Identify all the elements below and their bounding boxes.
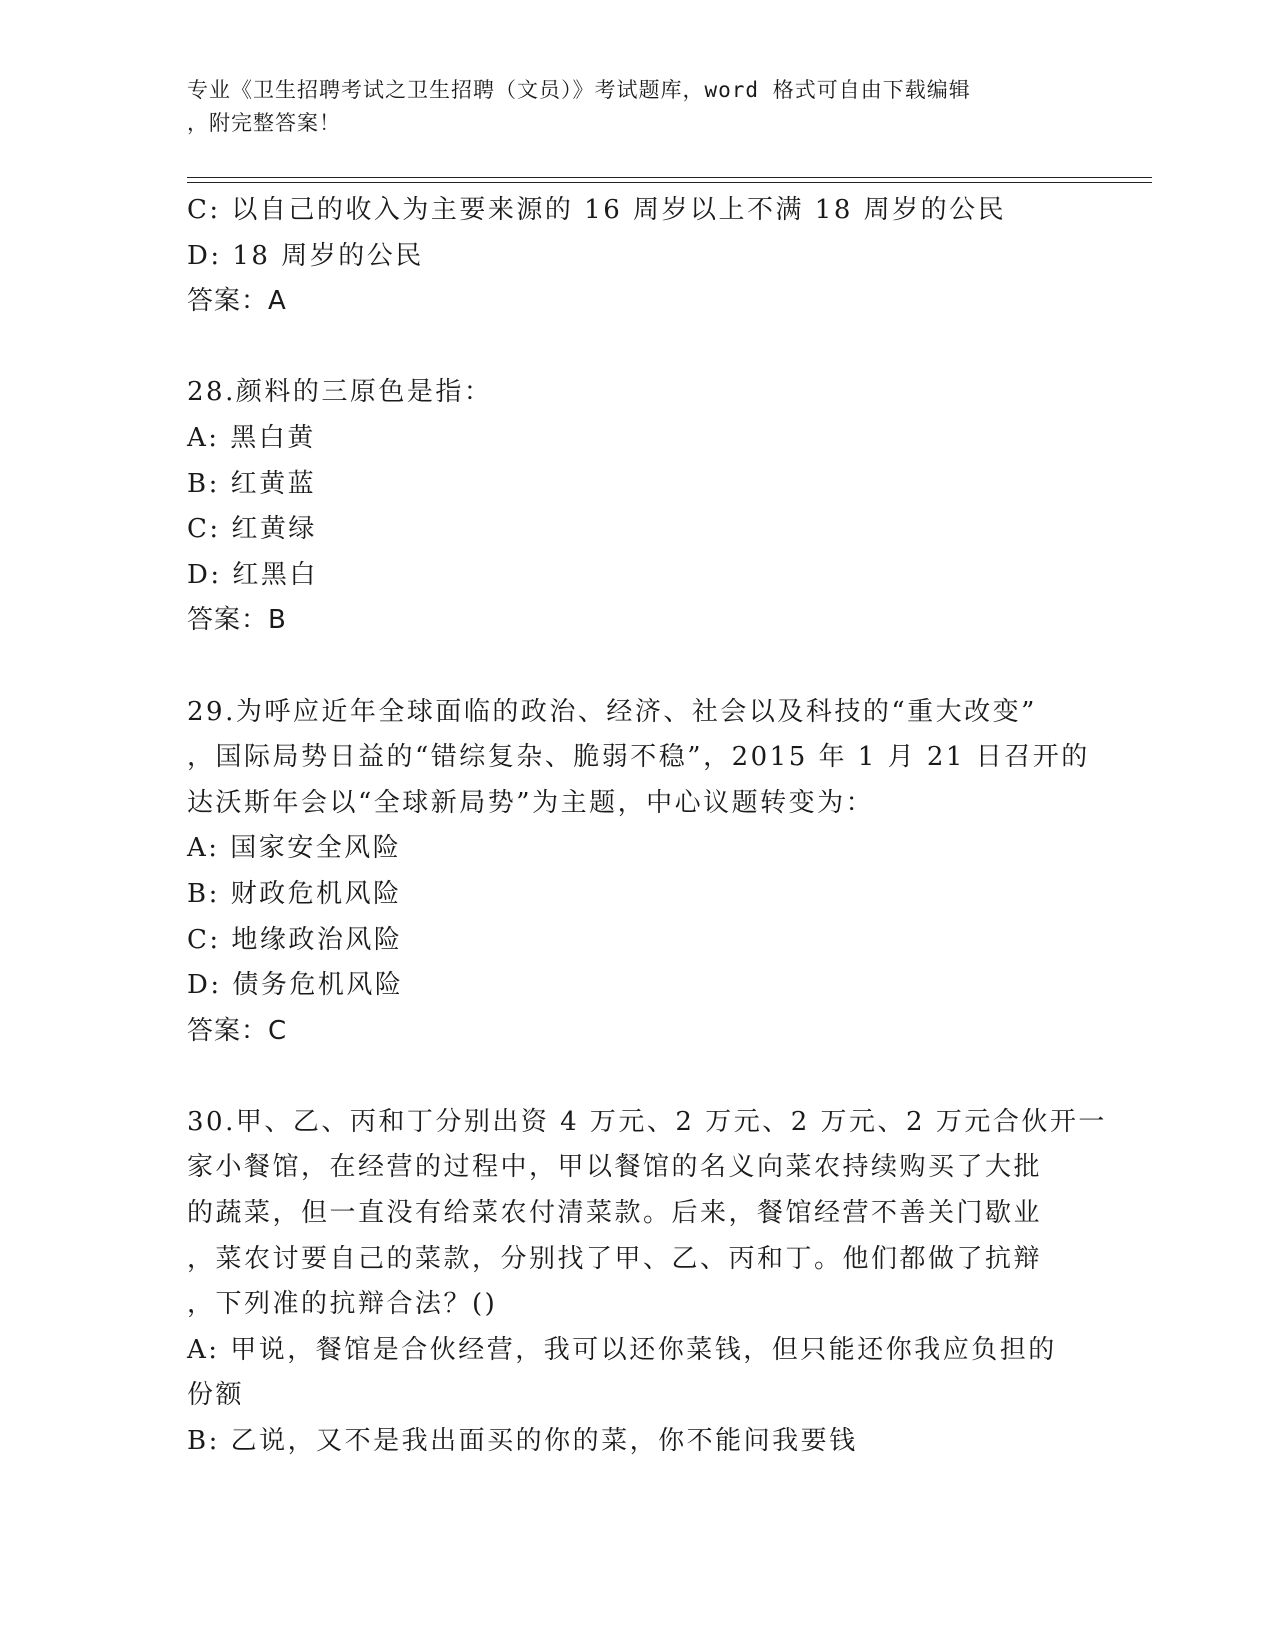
q28-option-b: B: 红黄蓝 [187,468,317,499]
document-header [187,74,1067,140]
q29-stem-line-3: 达沃斯年会以“全球新局势”为主题，中心议题转变为： [187,787,875,818]
spacer [187,644,1087,690]
q30-stem-line-2: 家小餐馆，在经营的过程中，甲以餐馆的名义向菜农持续购买了大批 [187,1152,1043,1183]
q27-option-d: D: 18 周岁的公民 [187,240,424,271]
q29-option-d: D: 债务危机风险 [187,970,404,1001]
spacer [187,1054,1087,1100]
q30-option-a-line-1: A: 甲说，餐馆是合伙经营，我可以还你菜钱，但只能还你我应负担的 [187,1334,1057,1365]
q30-option-a-line-2: 份额 [187,1380,245,1411]
q29-stem-line-2: ，国际局势日益的“错综复杂、脆弱不稳”，2015 年 1 月 21 日召开的 [187,742,1090,773]
q28-option-a: A: 黑白黄 [187,422,316,453]
q30-option-b: B: 乙说，又不是我出面买的你的菜，你不能问我要钱 [187,1426,858,1457]
q29-option-b: B: 财政危机风险 [187,878,402,909]
q29-option-c: C: 地缘政治风险 [187,924,403,955]
q30-stem-line-4: ，菜农讨要自己的菜款，分别找了甲、乙、丙和丁。他们都做了抗辩 [187,1243,1043,1274]
question-list [187,188,1107,1465]
header-line-1: 专业《卫生招聘考试之卫生招聘（文员）》考试题库，word 格式可自由下载编辑 [187,78,971,102]
q30-stem-line-5: ，下列准的抗辩合法？() [187,1289,498,1320]
spacer [187,325,1087,371]
q29-answer: 答案：C [187,1015,288,1046]
q28-option-d: D: 红黑白 [187,559,318,590]
q28-answer: 答案：B [187,605,287,636]
q27-option-c: C: 以自己的收入为主要来源的 16 周岁以上不满 18 周岁的公民 [187,195,1007,225]
q28-stem: 28.颜料的三原色是指： [187,377,493,408]
q29-option-a: A: 国家安全风险 [187,833,402,864]
q28-option-c: C: 红黄绿 [187,514,317,545]
header-line-2: ，附完整答案！ [187,111,341,135]
header-divider-bottom [187,182,1152,183]
q29-stem-line-1: 29.为呼应近年全球面临的政治、经济、社会以及科技的“重大改变” [187,696,1037,727]
q30-stem-line-1: 30.甲、乙、丙和丁分别出资 4 万元、2 万元、2 万元、2 万元合伙开一 [187,1106,1107,1137]
q27-answer: 答案：A [187,286,287,317]
header-divider-top [187,177,1152,178]
q30-stem-line-3: 的蔬菜，但一直没有给菜农付清菜款。后来，餐馆经营不善关门歇业 [187,1198,1043,1229]
